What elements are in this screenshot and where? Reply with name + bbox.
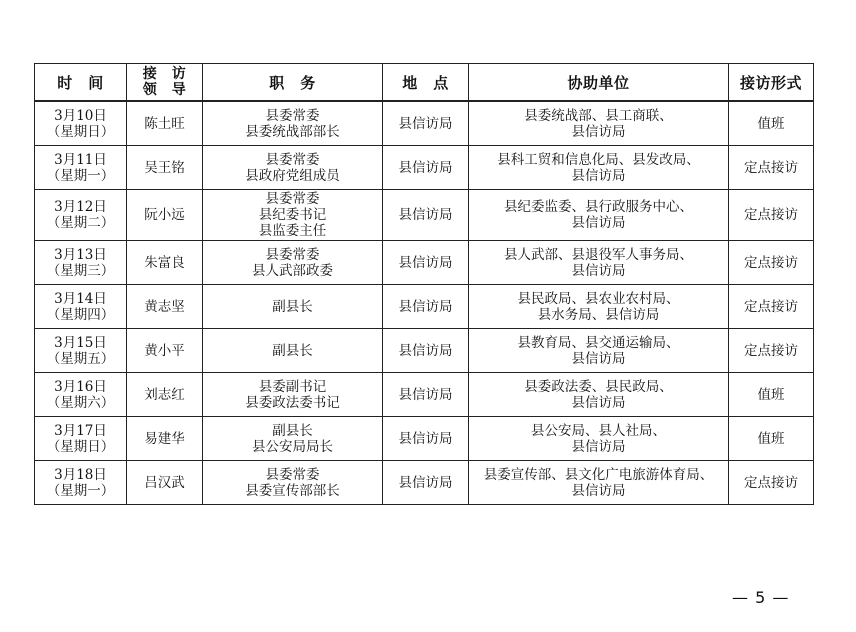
assist-cell (469, 190, 729, 241)
leader-cell: 陈土旺 (127, 101, 203, 146)
header-assist-units: 协助单位 (469, 64, 729, 102)
table-row (35, 146, 814, 190)
position-line: 副县长 (272, 298, 313, 315)
assist-line: 县信访局 (571, 482, 626, 499)
position-line: 县公安局局长 (252, 438, 333, 455)
assist-cell (469, 146, 729, 190)
assist-cell (469, 417, 729, 461)
position-line: 县委常委 (265, 107, 320, 124)
weekday-text: （星期日） (46, 438, 115, 455)
table-row (35, 417, 814, 461)
form-cell: 定点接访 (729, 329, 814, 373)
assist-cell (469, 461, 729, 505)
position-cell (203, 417, 383, 461)
assist-line: 县水务局、县信访局 (537, 306, 660, 323)
table-row (35, 285, 814, 329)
leader-cell: 刘志红 (127, 373, 203, 417)
date-text: 3月15日 (54, 334, 107, 351)
assist-cell (469, 329, 729, 373)
weekday-text: （星期五） (46, 350, 115, 367)
assist-line: 县民政局、县农业农村局、 (517, 290, 680, 307)
position-line: 县人武部政委 (252, 262, 333, 279)
assist-line: 县信访局 (571, 167, 626, 184)
header-position: 职 务 (203, 64, 383, 102)
form-cell: 值班 (729, 101, 814, 146)
location-cell: 县信访局 (383, 461, 469, 505)
page-number: — 5 — (732, 588, 790, 607)
position-line: 县委常委 (265, 191, 320, 207)
weekday-text: （星期一） (46, 482, 115, 499)
weekday-text: （星期三） (46, 262, 115, 279)
date-cell (35, 329, 127, 373)
position-line: 县政府党组成员 (245, 167, 340, 184)
assist-line: 县科工贸和信息化局、县发改局、 (497, 151, 700, 168)
date-cell (35, 285, 127, 329)
form-cell: 定点接访 (729, 146, 814, 190)
location-cell: 县信访局 (383, 373, 469, 417)
position-line: 县委政法委书记 (245, 394, 340, 411)
position-line: 县委常委 (265, 246, 320, 263)
position-line: 县监委主任 (258, 223, 327, 239)
location-cell: 县信访局 (383, 241, 469, 285)
table-row (35, 101, 814, 146)
weekday-text: （星期二） (46, 215, 115, 231)
position-line: 县委常委 (265, 151, 320, 168)
location-cell: 县信访局 (383, 190, 469, 241)
position-cell (203, 101, 383, 146)
table-row (35, 373, 814, 417)
form-cell: 定点接访 (729, 285, 814, 329)
position-cell (203, 241, 383, 285)
table-row (35, 461, 814, 505)
location-cell: 县信访局 (383, 285, 469, 329)
position-cell (203, 146, 383, 190)
assist-line: 县委政法委、县民政局、 (524, 378, 673, 395)
assist-line: 县公安局、县人社局、 (531, 422, 666, 439)
weekday-text: （星期六） (46, 394, 115, 411)
assist-line: 县纪委监委、县行政服务中心、 (504, 199, 693, 215)
position-line: 县委统战部部长 (245, 123, 340, 140)
position-line: 县委副书记 (258, 378, 327, 395)
position-cell (203, 329, 383, 373)
form-cell: 定点接访 (729, 241, 814, 285)
date-cell (35, 461, 127, 505)
table-row (35, 329, 814, 373)
leader-cell: 吕汉武 (127, 461, 203, 505)
assist-cell (469, 101, 729, 146)
date-text: 3月10日 (54, 107, 107, 124)
position-line: 县委宣传部部长 (245, 482, 340, 499)
assist-line: 县信访局 (571, 215, 626, 231)
assist-line: 县委统战部、县工商联、 (524, 107, 673, 124)
date-cell (35, 146, 127, 190)
position-cell (203, 190, 383, 241)
position-line: 副县长 (272, 342, 313, 359)
assist-line: 县信访局 (571, 262, 626, 279)
leader-cell: 易建华 (127, 417, 203, 461)
reception-schedule-table (34, 63, 814, 505)
assist-line: 县信访局 (571, 394, 626, 411)
location-cell: 县信访局 (383, 101, 469, 146)
form-cell: 定点接访 (729, 461, 814, 505)
position-line: 县纪委书记 (258, 207, 327, 223)
form-cell: 值班 (729, 373, 814, 417)
header-time: 时 间 (35, 64, 127, 102)
assist-line: 县人武部、县退役军人事务局、 (504, 246, 693, 263)
table-row (35, 190, 814, 241)
header-leader-line2: 领 导 (142, 82, 187, 98)
position-line: 县委常委 (265, 466, 320, 483)
weekday-text: （星期四） (46, 306, 115, 323)
table-row (35, 241, 814, 285)
date-text: 3月12日 (54, 199, 107, 215)
date-text: 3月16日 (54, 378, 107, 395)
position-cell (203, 285, 383, 329)
date-text: 3月18日 (54, 466, 107, 483)
assist-cell (469, 373, 729, 417)
assist-cell (469, 285, 729, 329)
date-text: 3月17日 (54, 422, 107, 439)
assist-line: 县信访局 (571, 123, 626, 140)
leader-cell: 阮小远 (127, 190, 203, 241)
position-cell (203, 461, 383, 505)
date-text: 3月13日 (54, 246, 107, 263)
date-cell (35, 373, 127, 417)
position-cell (203, 373, 383, 417)
date-cell (35, 417, 127, 461)
leader-cell: 黄志坚 (127, 285, 203, 329)
table-header-row (35, 64, 814, 102)
header-reception-form: 接访形式 (729, 64, 814, 102)
location-cell: 县信访局 (383, 417, 469, 461)
assist-cell (469, 241, 729, 285)
header-leader (127, 64, 203, 102)
date-text: 3月11日 (54, 151, 107, 168)
form-cell: 值班 (729, 417, 814, 461)
assist-line: 县委宣传部、县文化广电旅游体育局、 (483, 466, 714, 483)
leader-cell: 吴王铭 (127, 146, 203, 190)
header-leader-line1: 接 访 (142, 66, 187, 82)
leader-cell: 朱富良 (127, 241, 203, 285)
date-text: 3月14日 (54, 290, 107, 307)
position-line: 副县长 (272, 422, 313, 439)
form-cell: 定点接访 (729, 190, 814, 241)
header-location: 地 点 (383, 64, 469, 102)
assist-line: 县信访局 (571, 350, 626, 367)
leader-cell: 黄小平 (127, 329, 203, 373)
date-cell (35, 190, 127, 241)
assist-line: 县信访局 (571, 438, 626, 455)
assist-line: 县教育局、县交通运输局、 (517, 334, 680, 351)
weekday-text: （星期一） (46, 167, 115, 184)
location-cell: 县信访局 (383, 146, 469, 190)
date-cell (35, 101, 127, 146)
date-cell (35, 241, 127, 285)
weekday-text: （星期日） (46, 123, 115, 140)
location-cell: 县信访局 (383, 329, 469, 373)
